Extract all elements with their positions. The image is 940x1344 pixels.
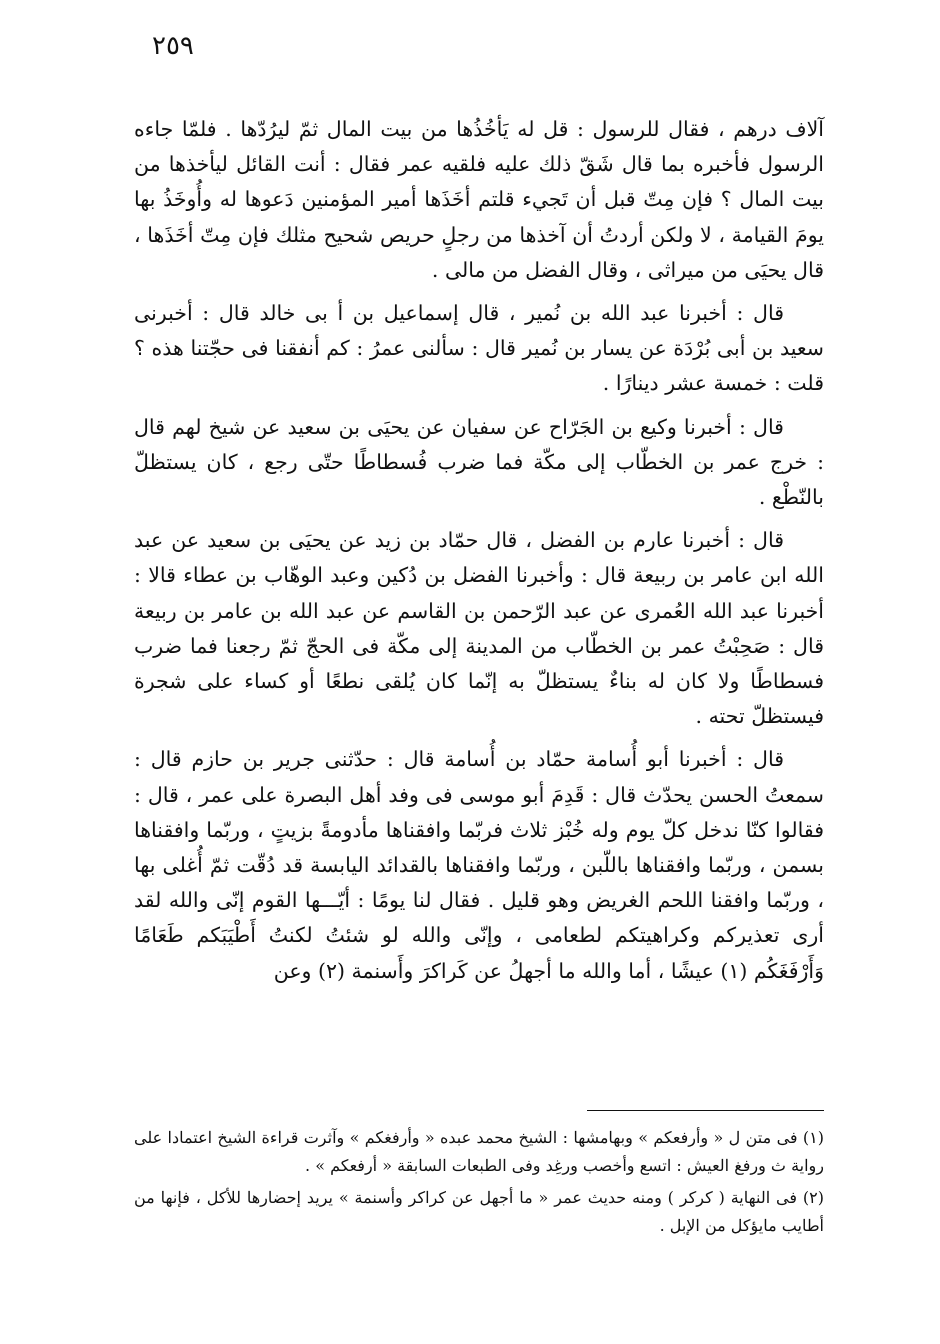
paragraph-4: قال : أخبرنا عارم بن الفضل ، قال حمّاد بن زيد عن يحيَى بن سعيد عن عبد الله ابن عامر بن ربيعة قال : وأخبرنا الفضل بن دُكين وعبد الوهّاب بن عطاء قالا : أخبرنا عبد الله العُمرى عن عبد الرّحمن بن القاسم عن عبد الله بن عامر بن ربيعة قال : صَحِبْتُ عمر بن الخطّاب من المدينة إلى مكّة فى الحجّ ثمّ رجعنا فما ضرب فسطاطًا ولا كان له بناءٌ يستظلّ به إنّما كان يُلقى نطعًا أو كساء على شجرة فيستظلّ تحته .	[134, 528, 824, 729]
paragraph-5: قال : أخبرنا أبو أُسامة حمّاد بن أُسامة قال : حدّثنى جرير بن حازم قال : سمعتُ الحسن يحدّث قال : قَدِمَ أبو موسى فى وفد أهل البصرة على عمر ، قال : فقالوا كنّا ندخل كلّ يوم وله خُبْز ثلاث فربّما وافقناها مأدومةً بزيتٍ ، وربّما وافقناها بسمن ، وربّما وافقناها باللّبن ، وربّما وافقناها بالقدائد اليابسة قد دُقّت ثمّ أُغلى بها ، وربّما وافقنا اللحم الغريض وهو قليل . فقال لنا يومًا : أيّـــها القوم إنّى والله لقد أرى تعذيركم وكراهيتكم لطعامى ، وإنّى والله لو شئتُ لكنتُ أَطْيَبَكم طَعَامًا وَأَرْفَغَكُم (١) عيشًا ، أما والله ما أجهلُ عن كَراكرَ وأَسنمة (٢) وعن	[134, 747, 824, 983]
main-text	[134, 112, 824, 997]
footnotes	[134, 1124, 824, 1244]
footnote-2: (٢) فى النهاية ( كركر ) ومنه حديث عمر « ما أجهل عن كراكر وأسنمة » يريد إحضارها للأكل ، فإنها من أطايب مايؤكل من الإبل .	[134, 1188, 824, 1235]
footnote-separator	[587, 1110, 824, 1111]
page-number: ٢٥٩	[152, 31, 194, 61]
paragraph-2: قال : أخبرنا عبد الله بن نُمير ، قال إسماعيل بن أ بى خالد قال : أخبرنى سعيد بن أبى بُرْدَة عن يسار بن نُمير قال : سألنى عمرُ : كم أنفقنا فى حجّتنا هذه ؟ قلت : خمسة عشر دينارًا .	[134, 301, 824, 396]
paragraph-1: آلاف درهم ، فقال للرسول : قل له يَأخُذُها من بيت المال ثمّ ليرُدّها . فلمّا جاءه الرسول فأخبره بما قال شَقّ ذلك عليه فلقيه عمر فقال : أنت القائل ليأخذها من بيت المال ؟ فإن مِتّ قبل أن تَجيء قلتم أخَذَها أمير المؤمنين دَعوها له وأُوخَذُ بها يومَ القيامة ، لا ولكن أردتُ أن آخذها من رجلٍ حريص شحيح مثلك فإن مِتّ أخَذَها ، قال يحيَى من ميراثى ، وقال الفضل من مالى .	[134, 117, 824, 282]
paragraph-3: قال : أخبرنا وكيع بن الجَرّاح عن سفيان عن يحيَى بن سعيد عن شيخ لهم قال : خرج عمر بن الخطّاب إلى مكّة فما ضرب فُسطاطًا حتّى رجع ، كان يستظلّ بالنّطْع .	[134, 414, 824, 510]
footnote-1: (١) فى متن ل « وأرفعكم » وبهامشها : الشيخ محمد عبده « وأرفغكم » وآثرت قراءة الشيخ اعتمادا على رواية ث ورفغ العيش : اتسع وأخصب ورغِد وفى الطبعات السابقة « أرفعكم » .	[134, 1128, 824, 1175]
